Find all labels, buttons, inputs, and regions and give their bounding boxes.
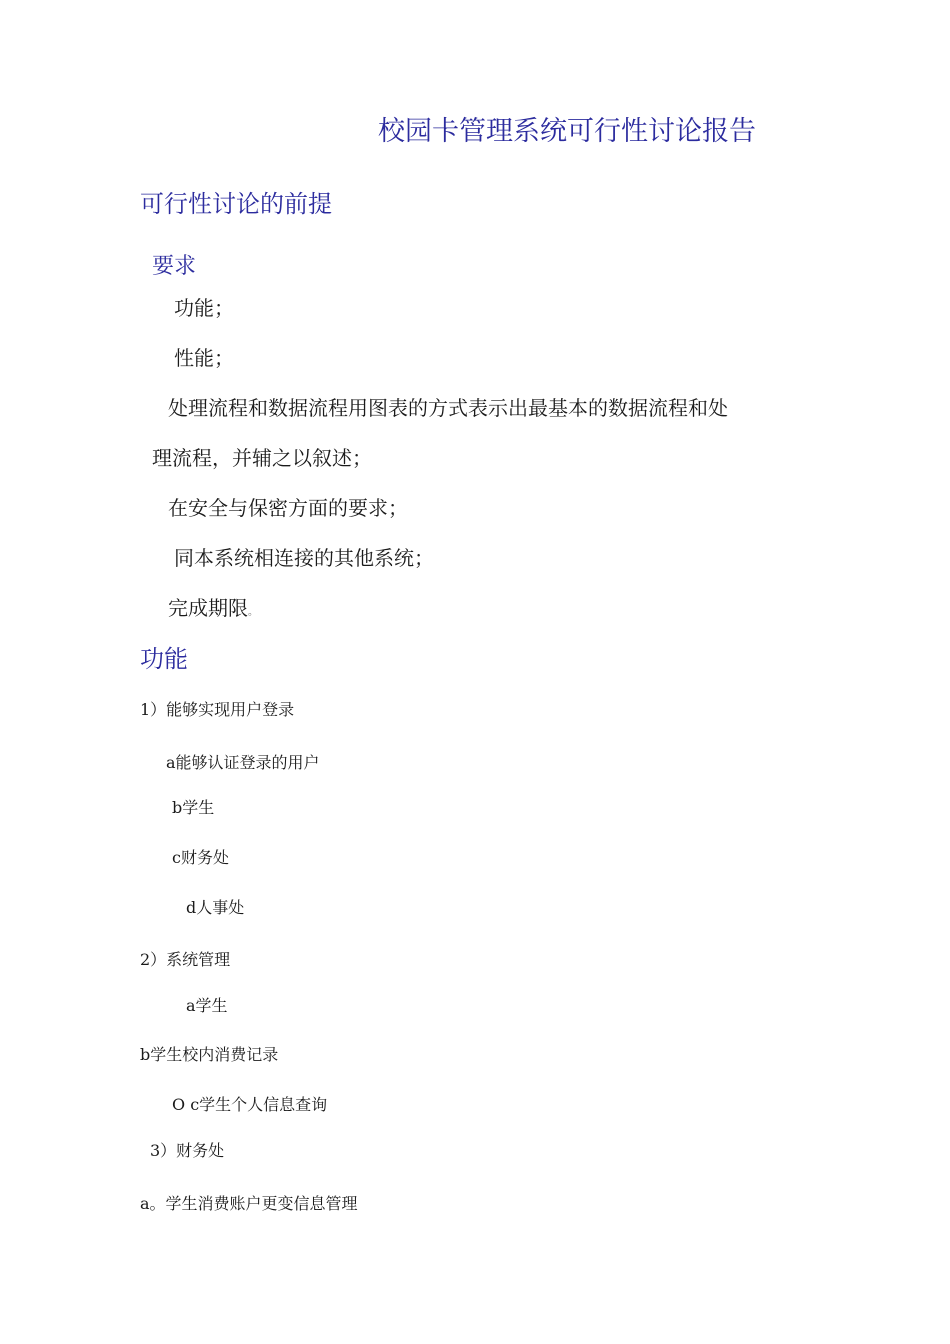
function-line: b学生 — [172, 798, 215, 817]
requirement-item-text: 完成期限 — [168, 596, 248, 620]
function-line: b学生校内消费记录 — [140, 1045, 279, 1064]
requirement-item: 同本系统相连接的其他系统； — [174, 546, 434, 570]
function-line: a能够认证登录的用户 — [166, 753, 320, 772]
section-heading-premise: 可行性讨论的前提 — [140, 190, 332, 218]
document-title: 校园卡管理系统可行性讨论报告 — [378, 116, 756, 147]
requirement-item — [168, 598, 258, 618]
function-line: a学生 — [186, 996, 228, 1015]
requirement-item: 功能； — [174, 296, 234, 320]
section-heading-functions: 功能 — [140, 645, 188, 673]
function-line: a。学生消费账户更变信息管理 — [140, 1194, 358, 1213]
function-line: c财务处 — [172, 848, 229, 867]
trailing-period-mark: 。 — [248, 607, 258, 618]
requirement-item-continuation: 理流程，并辅之以叙述； — [152, 446, 372, 470]
subsection-heading-requirements: 要求 — [152, 254, 197, 279]
requirement-item: 处理流程和数据流程用图表的方式表示出最基本的数据流程和处 — [168, 396, 728, 420]
function-line: 1）能够实现用户登录 — [140, 700, 295, 719]
function-line: 3）财务处 — [150, 1141, 225, 1160]
function-line: d人事处 — [186, 898, 245, 917]
requirement-item: 在安全与保密方面的要求； — [168, 496, 408, 520]
requirement-item: 性能； — [174, 346, 234, 370]
function-line: 2）系统管理 — [140, 950, 231, 969]
function-line: O c学生个人信息查询 — [172, 1095, 328, 1114]
